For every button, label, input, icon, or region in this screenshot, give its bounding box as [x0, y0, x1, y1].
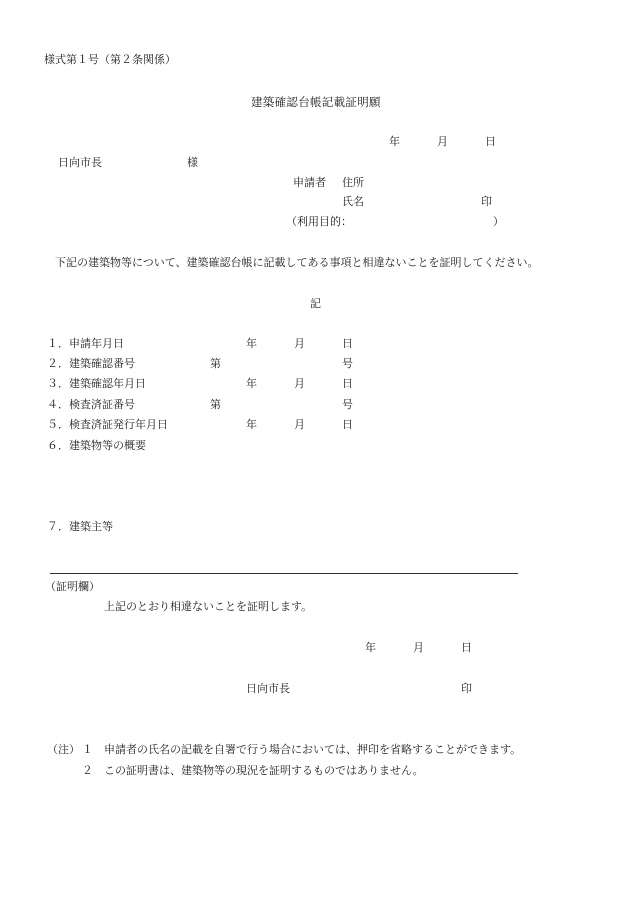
- item-4-label: ４．検査済証番号: [47, 398, 135, 411]
- certification-text: 上記のとおり相違ないことを証明します。: [104, 600, 313, 613]
- addressee-name: 日向市長: [58, 156, 102, 169]
- certification-seal: 印: [461, 682, 472, 695]
- applicant-seal: 印: [481, 195, 492, 208]
- item-1-year: 年: [246, 337, 257, 350]
- item-4-prefix: 第: [210, 398, 221, 411]
- note-1-text: 申請者の氏名の記載を自署で行う場合においては、押印を省略することができます。: [104, 743, 522, 756]
- page-title: 建築確認台帳記載証明願: [251, 95, 381, 109]
- note-1-number: １: [82, 743, 93, 756]
- item-6-label: ６．建築物等の概要: [47, 439, 146, 452]
- item-1-day: 日: [342, 337, 353, 350]
- item-5-label: ５．検査済証発行年月日: [47, 418, 168, 431]
- item-5-year: 年: [246, 418, 257, 431]
- certification-year: 年: [365, 641, 376, 654]
- ki-heading: 記: [310, 297, 321, 310]
- item-1-label: １．申請年月日: [47, 337, 124, 350]
- note-2-text: この証明書は、建築物等の現況を証明するものではありません。: [104, 764, 424, 777]
- item-5-day: 日: [342, 418, 353, 431]
- certification-day: 日: [461, 641, 472, 654]
- item-3-day: 日: [342, 377, 353, 390]
- item-3-label: ３．建築確認年月日: [47, 377, 146, 390]
- applicant-address-label: 住所: [342, 176, 364, 189]
- item-2-label: ２．建築確認番号: [47, 357, 135, 370]
- item-3-year: 年: [246, 377, 257, 390]
- item-3-month: 月: [294, 377, 305, 390]
- item-1-month: 月: [294, 337, 305, 350]
- header-month-label: 月: [437, 135, 448, 148]
- form-number: 様式第１号（第２条関係）: [44, 53, 176, 66]
- item-5-month: 月: [294, 418, 305, 431]
- note-2-number: ２: [82, 764, 93, 777]
- purpose-open: （利用目的：: [286, 215, 352, 228]
- item-4-suffix: 号: [342, 398, 353, 411]
- header-day-label: 日: [485, 135, 496, 148]
- certification-month: 月: [413, 641, 424, 654]
- certification-mayor: 日向市長: [246, 682, 290, 695]
- certification-divider: [50, 573, 518, 574]
- notes-label: （注）: [47, 743, 80, 756]
- item-7-label: ７．建築主等: [47, 520, 113, 533]
- addressee-honorific: 様: [187, 156, 198, 169]
- applicant-name-label: 氏名: [342, 195, 364, 208]
- certification-heading: （証明欄）: [45, 580, 100, 593]
- header-year-label: 年: [389, 135, 400, 148]
- item-2-suffix: 号: [342, 357, 353, 370]
- item-2-prefix: 第: [210, 357, 221, 370]
- request-text: 下記の建築物等について、建築確認台帳に記載してある事項と相違ないことを証明してください。: [55, 256, 539, 269]
- purpose-close: ）: [493, 215, 504, 228]
- applicant-role-label: 申請者: [293, 176, 326, 189]
